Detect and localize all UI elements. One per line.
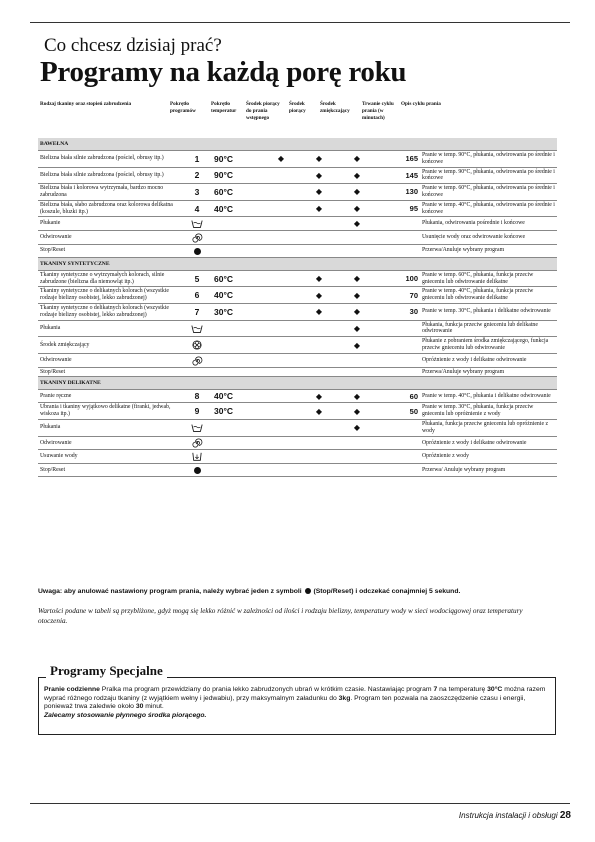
section-header xyxy=(38,138,557,151)
description-cell: Pranie w temp. 30°C, płukania, funkcja przeciw gnieceniu lub opróżnienie z wody xyxy=(420,403,557,420)
duration-cell: 165 xyxy=(376,151,420,168)
symbol-cell xyxy=(182,217,212,231)
table-row xyxy=(38,231,557,245)
temperature-cell xyxy=(212,464,262,477)
program-number-cell: 4 xyxy=(182,200,212,217)
section-header xyxy=(38,377,557,390)
temperature-cell xyxy=(212,450,262,464)
table-row xyxy=(38,217,557,231)
page-title: Programy na każdą porę roku xyxy=(40,56,407,88)
fabric-cell: Bielizna biała, słabo zabrudzona oraz kolorowa delikatna (koszule, bluzki itp.) xyxy=(38,200,182,217)
softener-marker-cell: ◆ xyxy=(338,217,376,231)
symbol-cell xyxy=(182,464,212,477)
detergent-marker-cell: ◆ xyxy=(300,167,338,184)
header-prewash: Środek piorący do prania wstępnego xyxy=(246,101,280,121)
table-row xyxy=(38,450,557,464)
prewash-marker-cell xyxy=(262,403,300,420)
softener-marker-cell: ◆ xyxy=(338,304,376,321)
temperature-cell: 60°C xyxy=(212,184,262,201)
temperature-cell: 90°C xyxy=(212,167,262,184)
softener-marker-cell xyxy=(338,450,376,464)
prewash-marker-cell xyxy=(262,287,300,304)
fabric-cell: Bielizna biała silnie zabrudzona (pościel, obrusy itp.) xyxy=(38,151,182,168)
table-row xyxy=(38,270,557,287)
temperature-cell xyxy=(212,353,262,367)
detergent-marker-cell xyxy=(300,436,338,450)
prewash-marker-cell xyxy=(262,304,300,321)
softener-marker-cell: ◆ xyxy=(338,287,376,304)
temperature-cell xyxy=(212,436,262,450)
prewash-marker-cell xyxy=(262,464,300,477)
symbol-cell xyxy=(182,337,212,354)
header-description: Opis cyklu prania xyxy=(401,101,441,107)
spin-spiral-icon xyxy=(191,438,203,448)
cancel-note-text: Uwaga: aby anulować nastawiony program prania, należy wybrać jeden z symboli xyxy=(38,588,302,595)
description-cell: Przerwa/ Anuluje wybrany program xyxy=(420,464,557,477)
program-number-cell: 5 xyxy=(182,270,212,287)
detergent-marker-cell: ◆ xyxy=(300,270,338,287)
table-row xyxy=(38,167,557,184)
page-footer xyxy=(459,810,571,821)
table-row xyxy=(38,390,557,403)
duration-cell: 100 xyxy=(376,270,420,287)
detergent-marker-cell xyxy=(300,217,338,231)
detergent-marker-cell xyxy=(300,244,338,257)
softener-marker-cell xyxy=(338,464,376,477)
fabric-cell: Tkaniny syntetyczne o wytrzymałych kolorach, silnie zabrudzone (bielizna dla niemowląt itp.) xyxy=(38,270,182,287)
detergent-marker-cell xyxy=(300,419,338,436)
program-number-cell: 9 xyxy=(182,403,212,420)
prewash-marker-cell xyxy=(262,320,300,337)
temperature-cell: 30°C xyxy=(212,304,262,321)
detergent-marker-cell xyxy=(300,231,338,245)
temperature-cell xyxy=(212,367,262,377)
description-cell: Płukania, funkcja przeciw gnieceniu lub delikatne odwirowanie xyxy=(420,320,557,337)
description-cell: Pranie w temp. 40°C, płukania i delikatne odwirowanie xyxy=(420,390,557,403)
softener-marker-cell: ◆ xyxy=(338,320,376,337)
program-table xyxy=(38,138,557,477)
detergent-marker-cell: ◆ xyxy=(300,151,338,168)
detergent-marker-cell: ◆ xyxy=(300,184,338,201)
prewash-marker-cell xyxy=(262,353,300,367)
page-number: 28 xyxy=(559,810,571,821)
prewash-marker-cell xyxy=(262,270,300,287)
special-prog-number: 7 xyxy=(433,686,438,693)
table-row xyxy=(38,436,557,450)
fabric-cell: Pranie ręczne xyxy=(38,390,182,403)
temperature-cell xyxy=(212,244,262,257)
duration-cell xyxy=(376,419,420,436)
fabric-cell: Płukanie xyxy=(38,217,182,231)
fabric-cell: Odwirowanie xyxy=(38,353,182,367)
table-row xyxy=(38,353,557,367)
detergent-marker-cell xyxy=(300,353,338,367)
softener-marker-cell xyxy=(338,436,376,450)
detergent-marker-cell: ◆ xyxy=(300,200,338,217)
rinse-tub-icon xyxy=(191,324,203,334)
softener-marker-cell: ◆ xyxy=(338,403,376,420)
softener-marker-cell: ◆ xyxy=(338,337,376,354)
cancel-note xyxy=(38,588,460,595)
temperature-cell: 40°C xyxy=(212,200,262,217)
duration-cell xyxy=(376,231,420,245)
softener-marker-cell: ◆ xyxy=(338,151,376,168)
header-knob-programs: Pokrętło programów xyxy=(170,101,196,114)
program-number-cell: 1 xyxy=(182,151,212,168)
detergent-marker-cell xyxy=(300,367,338,377)
footer-text: Instrukcja instalacji i obsługi xyxy=(458,811,558,820)
prewash-marker-cell xyxy=(262,337,300,354)
header-fabric: Rodzaj tkaniny oraz stopień zabrudzenia xyxy=(40,101,132,107)
rinse-tub-icon xyxy=(191,423,203,433)
duration-cell: 145 xyxy=(376,167,420,184)
symbol-cell xyxy=(182,320,212,337)
softener-marker-cell xyxy=(338,231,376,245)
top-rule xyxy=(30,22,570,23)
temperature-cell: 90°C xyxy=(212,151,262,168)
temperature-cell xyxy=(212,217,262,231)
symbol-cell xyxy=(182,231,212,245)
prewash-marker-cell xyxy=(262,390,300,403)
duration-cell: 130 xyxy=(376,184,420,201)
prewash-marker-cell xyxy=(262,167,300,184)
temperature-cell xyxy=(212,419,262,436)
stop-dot-icon xyxy=(194,467,201,474)
fabric-cell: Bielizna biała silnie zabrudzona (pościel, obrusy itp.) xyxy=(38,167,182,184)
spin-spiral-icon xyxy=(191,233,203,243)
description-cell: Pranie w temp. 40°C, płukania, funkcja przeciw gnieceniu lub odwirowanie delikatne xyxy=(420,287,557,304)
detergent-marker-cell: ◆ xyxy=(300,304,338,321)
duration-cell xyxy=(376,217,420,231)
fabric-cell: Stop/Reset xyxy=(38,244,182,257)
detergent-marker-cell xyxy=(300,320,338,337)
table-row xyxy=(38,464,557,477)
temperature-cell: 40°C xyxy=(212,390,262,403)
special-text-5: minut. xyxy=(143,703,164,711)
duration-cell xyxy=(376,464,420,477)
detergent-marker-cell: ◆ xyxy=(300,390,338,403)
rinse-tub-icon xyxy=(191,219,203,229)
description-cell: Płukania, odwirowania pośrednie i końcowe xyxy=(420,217,557,231)
page-subtitle: Co chcesz dzisiaj prać? xyxy=(44,35,222,56)
bottom-rule xyxy=(30,803,570,804)
duration-cell xyxy=(376,320,420,337)
symbol-cell xyxy=(182,353,212,367)
description-cell: Przerwa/Anuluje wybrany program xyxy=(420,244,557,257)
duration-cell xyxy=(376,450,420,464)
table-row xyxy=(38,403,557,420)
header-knob-temperature: Pokrętło temperatur xyxy=(211,101,237,114)
prewash-marker-cell xyxy=(262,450,300,464)
special-load: 3kg xyxy=(338,694,351,702)
duration-cell: 95 xyxy=(376,200,420,217)
special-minutes: 30 xyxy=(135,703,144,711)
fabric-cell: Stop/Reset xyxy=(38,367,182,377)
softener-marker-cell xyxy=(338,353,376,367)
table-row xyxy=(38,320,557,337)
symbol-cell xyxy=(182,450,212,464)
section-title: BAWEŁNA xyxy=(38,138,557,151)
table-row xyxy=(38,287,557,304)
softener-marker-cell: ◆ xyxy=(338,200,376,217)
special-recommendation: Zalecamy stosowanie płynnego środka piorącego. xyxy=(44,711,207,719)
prewash-marker-cell xyxy=(262,231,300,245)
program-number-cell xyxy=(182,367,212,377)
prewash-marker-cell xyxy=(262,217,300,231)
cancel-note-text-end: (Stop/Reset) i odczekać conajmniej 5 sekund. xyxy=(313,588,461,595)
prewash-marker-cell xyxy=(262,436,300,450)
special-programs-text xyxy=(44,686,549,720)
header-softener: Środek zmiękczający xyxy=(320,101,350,114)
symbol-cell xyxy=(182,244,212,257)
prewash-marker-cell xyxy=(262,244,300,257)
header-detergent: Środek piorący xyxy=(289,101,306,114)
fabric-cell: Środek zmiękczający xyxy=(38,337,182,354)
softener-marker-cell: ◆ xyxy=(338,419,376,436)
detergent-marker-cell xyxy=(300,450,338,464)
fabric-cell: Stop/Reset xyxy=(38,464,182,477)
fabric-cell: Ubrania i tkaniny wyjątkowo delikatne (firanki, jedwab, wiskoza itp.) xyxy=(38,403,182,420)
softener-marker-cell xyxy=(338,244,376,257)
description-cell: Pranie w temp. 60°C, płukania, odwirowania po średnie i końcowe xyxy=(420,184,557,201)
duration-cell xyxy=(376,436,420,450)
symbol-cell xyxy=(182,436,212,450)
detergent-marker-cell xyxy=(300,464,338,477)
prewash-marker-cell: ◆ xyxy=(262,151,300,168)
header-duration: Trwanie cyklu prania (w minutach) xyxy=(362,101,394,121)
duration-cell: 60 xyxy=(376,390,420,403)
detergent-marker-cell xyxy=(300,337,338,354)
softener-flower-icon xyxy=(191,340,203,350)
temperature-cell: 30°C xyxy=(212,403,262,420)
description-cell: Opróżnienie z wody i delikatne odwirowanie xyxy=(420,353,557,367)
description-cell: Pranie w temp. 40°C, płukania, odwirowania po średnie i końcowe xyxy=(420,200,557,217)
daily-wash-label: Pranie codzienne xyxy=(44,686,100,693)
fabric-cell: Płukania xyxy=(38,320,182,337)
special-text-1: Pralka ma program przewidziany do prania lekko zabrudzonych ubrań w krótkim czasie. Nastawiając program xyxy=(99,686,434,693)
temperature-cell xyxy=(212,320,262,337)
fabric-cell: Płukania xyxy=(38,419,182,436)
softener-marker-cell: ◆ xyxy=(338,167,376,184)
fabric-cell: Usuwanie wody xyxy=(38,450,182,464)
duration-cell: 50 xyxy=(376,403,420,420)
stop-dot-icon xyxy=(305,588,311,594)
program-number-cell: 7 xyxy=(182,304,212,321)
description-cell: Opróżnienie z wody xyxy=(420,450,557,464)
fabric-cell: Odwirowanie xyxy=(38,436,182,450)
program-number-cell: 6 xyxy=(182,287,212,304)
program-number-cell: 3 xyxy=(182,184,212,201)
softener-marker-cell xyxy=(338,367,376,377)
duration-cell: 70 xyxy=(376,287,420,304)
duration-cell xyxy=(376,337,420,354)
description-cell: Pranie w temp. 60°C, płukania, funkcja przeciw gnieceniu lub odwirowanie delikatne xyxy=(420,270,557,287)
detergent-marker-cell: ◆ xyxy=(300,403,338,420)
description-cell: Płukanie z pobraniem środka zmiękczającego, funkcja przeciw gnieceniu lub odwirowanie xyxy=(420,337,557,354)
table-row xyxy=(38,184,557,201)
fabric-cell: Tkaniny syntetyczne o delikatnych kolorach (wszystkie rodzaje bielizny osobistej, lekko zabrudzonej) xyxy=(38,287,182,304)
duration-cell xyxy=(376,353,420,367)
table-row xyxy=(38,151,557,168)
detergent-marker-cell: ◆ xyxy=(300,287,338,304)
special-temp: 30°C xyxy=(487,686,503,693)
section-title: TKANINY DELIKATNE xyxy=(38,377,557,390)
prewash-marker-cell xyxy=(262,419,300,436)
softener-marker-cell: ◆ xyxy=(338,270,376,287)
section-header xyxy=(38,257,557,270)
temperature-cell: 40°C xyxy=(212,287,262,304)
temperature-cell xyxy=(212,337,262,354)
stop-dot-icon xyxy=(194,248,201,255)
prewash-marker-cell xyxy=(262,184,300,201)
special-text-4: . Program ten pozwala na zaoszczędzenie czasu i energii, ponieważ trwa zaledwie około xyxy=(44,694,526,711)
table-row xyxy=(38,304,557,321)
spin-spiral-icon xyxy=(191,356,203,366)
duration-cell xyxy=(376,367,420,377)
fabric-cell: Odwirowanie xyxy=(38,231,182,245)
softener-marker-cell: ◆ xyxy=(338,390,376,403)
drain-icon xyxy=(191,452,203,462)
symbol-cell xyxy=(182,419,212,436)
table-row xyxy=(38,244,557,257)
softener-marker-cell: ◆ xyxy=(338,184,376,201)
description-cell: Pranie w temp. 30°C, płukania i delikatne odwirowanie xyxy=(420,304,557,321)
fabric-cell: Bielizna biała i kolorowa wytrzymała, bardzo mocno zabrudzona xyxy=(38,184,182,201)
special-text-3: można razem wyprać różnego rodzaju tkaniny (z wyjątkiem wełny i jedwabiu), przy maksymalnym załadunku do xyxy=(44,686,546,702)
description-cell: Przerwa/Anuluje wybrany program xyxy=(420,367,557,377)
duration-cell: 30 xyxy=(376,304,420,321)
description-cell: Pranie w temp. 90°C, płukania, odwirowania po średnie i końcowe xyxy=(420,167,557,184)
description-cell: Płukania, funkcja przeciw gnieceniu lub opróżnienie z wody xyxy=(420,419,557,436)
duration-cell xyxy=(376,244,420,257)
fabric-cell: Tkaniny syntetyczne o delikatnych kolorach (wszystkie rodzaje bielizny osobistej, lekko zabrudzonej) xyxy=(38,304,182,321)
table-row xyxy=(38,419,557,436)
prewash-marker-cell xyxy=(262,367,300,377)
table-row xyxy=(38,367,557,377)
table-row xyxy=(38,200,557,217)
description-cell: Opróżnienie z wody i delikatne odwirowanie xyxy=(420,436,557,450)
special-programs-title: Programy Specjalne xyxy=(46,663,167,679)
table-row xyxy=(38,337,557,354)
temperature-cell: 60°C xyxy=(212,270,262,287)
prewash-marker-cell xyxy=(262,200,300,217)
temperature-cell xyxy=(212,231,262,245)
special-text-2: na temperaturę xyxy=(437,686,488,693)
section-title: TKANINY SYNTETYCZNE xyxy=(38,257,557,270)
approx-values-note: Wartości podane w tabeli są przybliżone, gdyż mogą się lekko różnić w zależności od ilości i rodzaju bielizny, temperatury wody w sieci wodociągowej oraz temperatury otoczenia. xyxy=(38,607,523,625)
program-number-cell: 8 xyxy=(182,390,212,403)
description-cell: Usunięcie wody oraz odwirowanie końcowe xyxy=(420,231,557,245)
description-cell: Pranie w temp. 90°C, płukania, odwirowania po średnie i końcowe xyxy=(420,151,557,168)
program-number-cell: 2 xyxy=(182,167,212,184)
